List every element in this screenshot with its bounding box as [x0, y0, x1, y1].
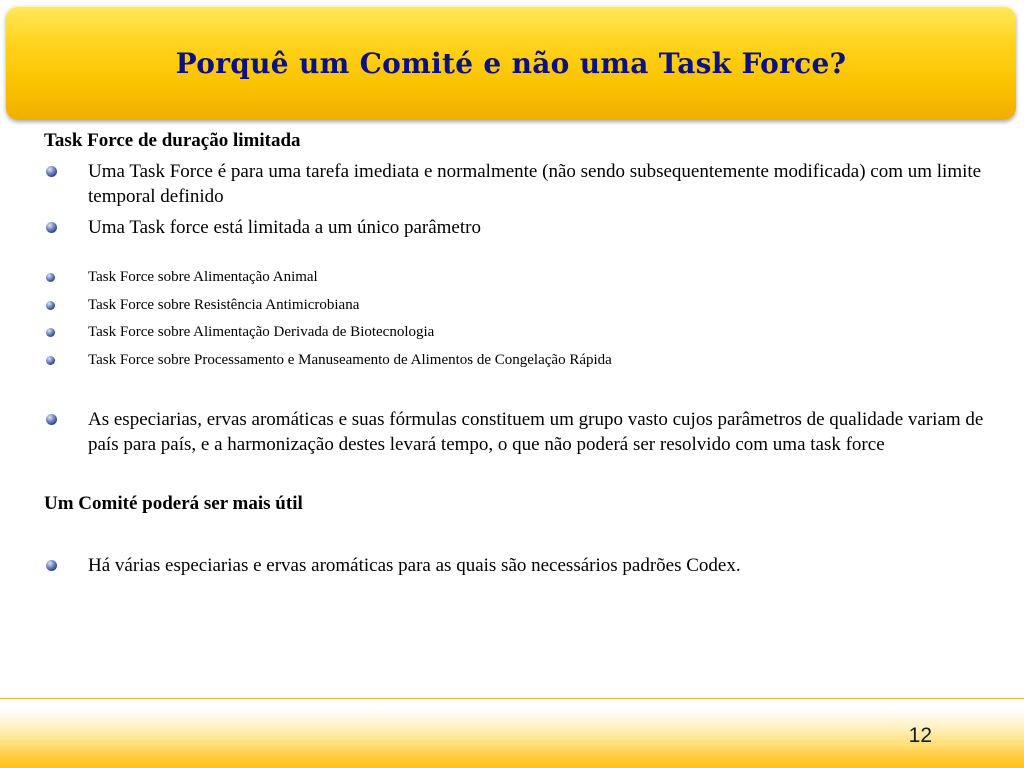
section-heading-task-force: Task Force de duração limitada	[44, 130, 301, 151]
list-item	[44, 159, 1004, 209]
list-item	[44, 268, 1004, 288]
bullet-text: Task Force sobre Resistência Antimicrobiana	[88, 296, 360, 313]
footer-divider	[0, 698, 1024, 699]
bullet-list-task-force	[44, 159, 1004, 240]
bullet-icon	[46, 301, 55, 310]
bullet-list-task-force-examples	[44, 268, 1004, 371]
list-item	[44, 407, 1004, 457]
title-banner	[6, 6, 1016, 120]
page-number: 12	[908, 724, 932, 747]
bullet-text: Task Force sobre Alimentação Animal	[88, 268, 318, 285]
bullet-text: As especiarias, ervas aromáticas e suas fórmulas constituem um grupo vasto cujos parâmetros de qualidade variam de país para país, e a harmonização destes levará tempo, o que não poderá ser resolvido com uma task force	[88, 409, 984, 456]
bullet-text: Há várias especiarias e ervas aromáticas para as quais são necessários padrões Codex.	[88, 554, 741, 576]
bullet-text: Uma Task Force é para uma tarefa imediata e normalmente (não sendo subsequentemente modificada) com um limite temporal definido	[88, 160, 982, 207]
bullet-icon	[46, 560, 57, 571]
bullet-icon	[46, 222, 57, 233]
bullet-list-codex	[44, 553, 1004, 578]
bullet-icon	[46, 414, 57, 425]
list-item	[44, 296, 1004, 316]
bullet-text: Task Force sobre Processamento e Manuseamento de Alimentos de Congelação Rápida	[88, 352, 612, 369]
section-heading-committee: Um Comité poderá ser mais útil	[44, 493, 303, 515]
bullet-icon	[46, 273, 55, 282]
bullet-list-spices	[44, 407, 1004, 457]
bullet-icon	[46, 356, 55, 365]
list-item	[44, 351, 1004, 371]
footer-band	[0, 708, 1024, 768]
bullet-text: Uma Task force está limitada a um único parâmetro	[88, 216, 481, 238]
bullet-icon	[46, 328, 55, 337]
bullet-icon	[46, 166, 57, 177]
list-item	[44, 323, 1004, 343]
list-item	[44, 215, 1004, 240]
list-item	[44, 553, 1004, 578]
slide-content	[44, 128, 1004, 578]
bullet-text: Task Force sobre Alimentação Derivada de Biotecnologia	[88, 324, 435, 341]
slide-title: Porquê um Comité e não uma Task Force?	[175, 46, 847, 80]
